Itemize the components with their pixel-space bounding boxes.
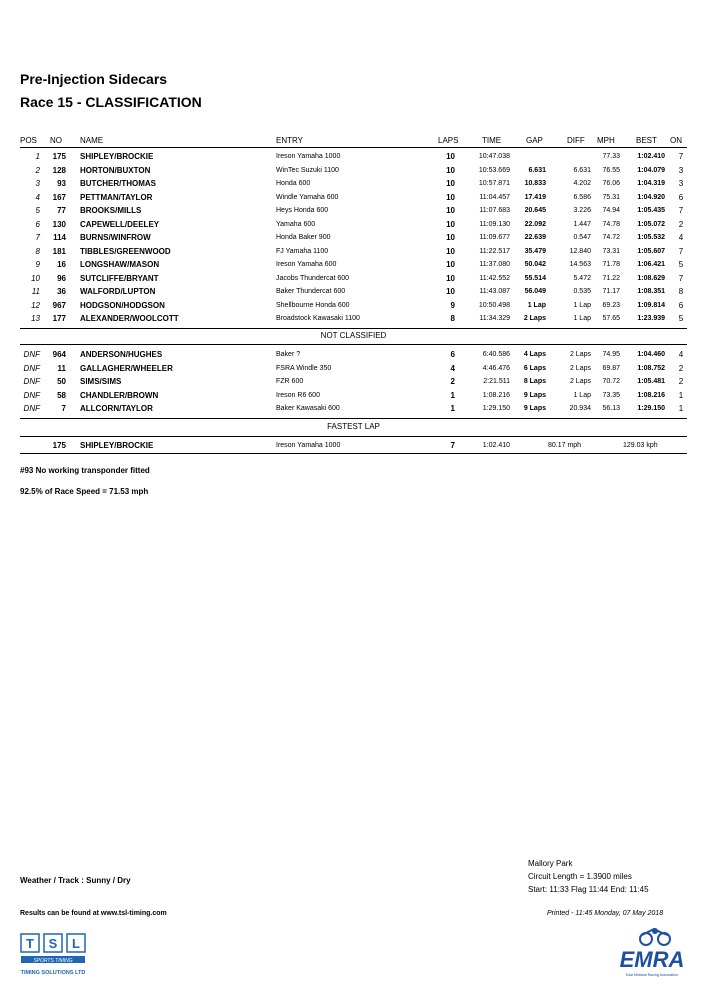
table-row [0,219,707,231]
cell-pos: 13 [31,314,40,323]
cell-time: 10:47.038 [478,153,510,160]
col-pos: POS [20,136,37,145]
cell-on: 7 [678,273,684,283]
cell-best: 1:04.319 [637,180,665,187]
cell-diff: 14.563 [569,261,591,268]
circuit-length: Circuit Length = 1.3900 miles [528,872,632,881]
table-row [0,403,707,415]
cell-laps: 10 [446,273,455,283]
table-row [0,151,707,163]
cell-mph: 73.31 [602,247,620,255]
cell-entry: Baker Thundercat 600 [276,288,346,295]
cell-best: 1:02.410 [637,153,665,160]
cell-laps: 10 [446,192,455,202]
cell-mph: 76.06 [602,180,620,187]
cell-no: 167 [52,192,66,202]
table-header [0,135,707,147]
cell-no: 77 [57,206,66,215]
cell-best: 1:08.629 [637,274,665,282]
cell-pos: 6 [35,219,40,229]
table-row [0,178,707,190]
cell-entry: Baker Kawasaki 600 [276,405,340,412]
cell-time: 6:40.586 [482,351,510,358]
cell-on: 6 [678,300,684,310]
results-url: Results can be found at www.tsl-timing.com [20,910,167,917]
cell-best: 1:05.072 [637,220,665,228]
cell-laps: 10 [446,179,455,188]
cell-on: 2 [678,219,684,229]
fastest-lap-mph: 80.17 mph [548,442,582,449]
cell-laps: 8 [450,314,455,323]
col-no: NO [50,136,62,145]
cell-name: SUTCLIFFE/BRYANT [80,273,159,283]
cell-no: 16 [57,260,66,269]
cell-on: 5 [678,260,684,269]
cell-no: 96 [57,273,66,283]
cell-gap: 4 Laps [523,351,546,358]
cell-no: 964 [52,350,66,359]
table-row [0,165,707,177]
cell-time: 11:07.683 [479,207,510,214]
cell-laps: 10 [446,246,455,256]
cell-no: 7 [61,404,66,413]
cell-on: 2 [678,377,684,386]
printed-timestamp: Printed - 11:45 Monday, 07 May 2018 [547,910,664,917]
cell-on: 8 [678,287,684,296]
cell-time: 11:34.329 [479,315,510,322]
cell-best: 1:06.421 [637,261,665,268]
tsl-letter-t: T [26,936,34,951]
cell-diff: 20.934 [569,405,591,412]
cell-best: 1:29.150 [637,405,665,412]
cell-on: 7 [678,246,684,256]
fastest-lap-time: 1:02.410 [482,442,510,449]
cell-gap: 22.092 [524,220,546,228]
cell-pos: 11 [31,287,40,296]
tsl-letter-l: L [72,936,80,951]
table-row [0,390,707,402]
cell-no: 114 [53,233,66,242]
note-transponder: #93 No working transponder fitted [20,466,150,475]
fastest-lap-kph: 129.03 kph [623,442,658,449]
cell-name: HORTON/BUXTON [80,165,151,175]
cell-gap: 50.042 [524,261,546,268]
cell-name: ALLCORN/TAYLOR [80,404,153,413]
cell-no: 11 [57,363,66,373]
cell-on: 2 [678,363,684,373]
cell-mph: 71.22 [602,274,620,282]
cell-diff: 6.631 [573,166,591,174]
cell-diff: 0.547 [573,234,591,241]
cell-no: 181 [52,246,66,256]
cell-diff: 1.447 [573,220,591,228]
fastest-lap-name: SHIPLEY/BROCKIE [80,441,154,450]
cell-pos: 1 [35,152,40,161]
col-gap: GAP [526,136,543,145]
cell-best: 1:05.532 [637,234,665,241]
cell-time: 11:09.130 [479,220,510,228]
cell-mph: 71.78 [602,261,620,268]
cell-entry: Honda Baker 900 [276,234,331,241]
cell-gap: 17.419 [524,193,546,201]
cell-time: 1:08.216 [482,391,510,399]
cell-laps: 1 [450,404,455,413]
cell-name: WALFORD/LUPTON [80,287,156,296]
cell-gap: 35.479 [524,247,546,255]
divider [20,418,687,419]
cell-diff: 6.586 [573,193,591,201]
cell-name: PETTMAN/TAYLOR [80,192,153,202]
cell-pos: DNF [23,363,40,373]
cell-pos: DNF [23,404,40,413]
cell-pos: DNF [23,350,40,359]
cell-mph: 76.55 [602,166,620,174]
cell-entry: WinTec Suzuki 1100 [276,166,339,174]
cell-laps: 4 [450,363,455,373]
cell-on: 3 [678,165,684,175]
cell-laps: 2 [450,377,455,386]
cell-gap: 9 Laps [523,405,546,412]
cell-time: 10:50.498 [478,301,510,309]
cell-best: 1:08.216 [637,391,665,399]
cell-diff: 5.472 [573,274,591,282]
cell-no: 36 [57,287,66,296]
cell-entry: Ireson Yamaha 1000 [276,153,341,160]
cell-entry: Windle Yamaha 600 [276,193,339,201]
cell-best: 1:23.939 [637,315,665,322]
note-race-speed: 92.5% of Race Speed = 71.53 mph [20,487,149,496]
cell-laps: 10 [446,206,455,215]
cell-time: 4:46.476 [482,364,510,372]
table-row [0,286,707,298]
cell-pos: 12 [31,300,40,310]
cell-diff: 1 Lap [573,391,591,399]
cell-entry: Ireson Yamaha 600 [276,261,337,268]
cell-entry: Yamaha 600 [276,220,316,228]
cell-best: 1:04.920 [637,193,665,201]
cell-on: 4 [678,350,684,359]
cell-best: 1:05.481 [637,378,665,385]
col-name: NAME [80,136,104,145]
cell-time: 10:53.669 [478,166,510,174]
cell-time: 11:22.517 [479,247,510,255]
cell-pos: 8 [35,246,40,256]
cell-name: SHIPLEY/BROCKIE [80,152,154,161]
fastest-lap-label: FASTEST LAP [327,422,380,431]
table-row [0,376,707,388]
cell-on: 1 [678,404,684,413]
table-row [0,273,707,285]
cell-time: 1:29.150 [482,405,510,412]
emra-logo [612,925,692,985]
cell-mph: 71.17 [602,288,620,295]
divider [20,344,687,345]
cell-time: 11:09.677 [479,234,510,241]
cell-gap: 10.833 [524,180,546,187]
cell-time: 10:57.871 [478,180,510,187]
cell-name: CAPEWELL/DEELEY [80,219,160,229]
cell-pos: 5 [35,206,40,215]
col-diff: DIFF [567,136,585,145]
cell-gap: 55.514 [524,274,546,282]
cell-no: 93 [57,179,66,188]
cell-pos: DNF [23,390,40,400]
cell-diff: 3.226 [573,207,591,214]
cell-diff: 4.202 [573,180,591,187]
cell-diff: 1 Lap [573,315,591,322]
cell-name: BROOKS/MILLS [80,206,142,215]
fastest-lap-entry: Ireson Yamaha 1000 [276,442,341,449]
cell-mph: 75.31 [602,193,620,201]
cell-diff: 12.840 [569,247,591,255]
table-row [0,246,707,258]
table-row [0,259,707,271]
cell-entry: Baker ? [276,351,301,358]
cell-mph: 69.87 [602,364,620,372]
cell-on: 7 [678,152,684,161]
table-row [0,205,707,217]
cell-no: 130 [52,219,66,229]
col-mph: MPH [597,136,615,145]
cell-no: 967 [52,300,66,310]
page-subtitle: Race 15 - CLASSIFICATION [20,94,202,110]
cell-entry: FZR 600 [276,378,304,385]
cell-diff: 0.535 [573,288,591,295]
cell-name: CHANDLER/BROWN [80,390,159,400]
col-time: TIME [482,136,502,145]
col-laps: LAPS [438,136,459,145]
cell-entry: Broadstock Kawasaki 1100 [276,315,360,322]
cell-diff: 2 Laps [569,364,591,372]
cell-gap: 2 Laps [523,315,546,322]
emra-tag: East Midland Racing Association [625,973,679,977]
cell-name: HODGSON/HODGSON [80,300,165,310]
cell-entry: Jacobs Thundercat 600 [276,274,350,282]
cell-name: LONGSHAW/MASON [80,260,160,269]
cell-laps: 10 [446,152,455,161]
cell-diff: 1 Lap [573,301,591,309]
cell-diff: 2 Laps [569,378,591,385]
cell-pos: DNF [23,377,40,386]
cell-entry: Honda 600 [276,180,311,187]
col-on: ON [670,136,682,145]
cell-entry: Ireson R6 600 [276,391,320,399]
cell-no: 58 [57,390,66,400]
header-rule [20,147,687,148]
tsl-company: TIMING SOLUTIONS LTD [20,970,86,976]
venue: Mallory Park [528,859,573,868]
cell-laps: 10 [446,165,455,175]
cell-entry: Shellbourne Honda 600 [276,301,350,309]
cell-time: 11:04.457 [479,193,510,201]
cell-best: 1:04.079 [637,166,665,174]
divider [20,453,687,454]
divider [20,328,687,329]
cell-time: 11:37.080 [479,261,510,268]
cell-on: 4 [678,233,684,242]
cell-name: ANDERSON/HUGHES [80,350,163,359]
cell-name: BURNS/WINFROW [80,233,151,242]
table-row [0,232,707,244]
cell-laps: 9 [450,300,455,310]
tsl-letter-s: S [48,936,58,951]
table-row [0,300,707,312]
cell-entry: FSRA Windle 350 [276,364,332,372]
cell-pos: 9 [35,260,40,269]
cell-gap: 9 Laps [523,391,546,399]
cell-gap: 20.645 [524,207,546,214]
cell-gap: 1 Lap [527,301,546,309]
cell-laps: 6 [450,350,455,359]
cell-laps: 10 [446,260,455,269]
cell-mph: 74.94 [602,207,620,214]
col-best: BEST [636,136,657,145]
cell-mph: 56.13 [602,405,620,412]
cell-gap: 56.049 [524,288,546,295]
cell-diff: 2 Laps [569,351,591,358]
cell-time: 11:43.087 [479,288,510,295]
cell-gap: 22.639 [524,234,546,241]
table-row [0,313,707,325]
cell-mph: 69.23 [602,301,620,309]
cell-pos: 7 [35,233,40,242]
cell-best: 1:04.460 [637,351,665,358]
cell-name: GALLAGHER/WHEELER [80,363,173,373]
cell-mph: 74.95 [602,351,620,358]
cell-mph: 74.78 [602,220,620,228]
cell-pos: 4 [35,192,40,202]
cell-laps: 10 [446,219,455,229]
cell-mph: 57.65 [602,315,620,322]
divider [20,436,687,437]
cell-on: 6 [678,192,684,202]
cell-name: SIMS/SIMS [80,377,122,386]
cell-pos: 2 [35,165,40,175]
cell-best: 1:08.752 [637,364,665,372]
cell-no: 177 [52,314,66,323]
col-entry: ENTRY [276,136,303,145]
emra-text: EMRA [619,947,685,972]
tsl-logo [20,933,88,979]
table-row [0,192,707,204]
cell-entry: FJ Yamaha 1100 [276,247,329,255]
cell-time: 2:21.511 [483,378,510,385]
tsl-tag: SPORTS TIMING [33,958,73,964]
cell-name: ALEXANDER/WOOLCOTT [80,314,179,323]
cell-on: 3 [678,179,684,188]
table-row [0,363,707,375]
cell-entry: Heys Honda 600 [276,207,329,214]
cell-best: 1:09.814 [637,301,665,309]
cell-mph: 73.35 [602,391,620,399]
fastest-lap-lap: 7 [450,441,455,450]
fastest-lap-no: 175 [52,441,66,450]
cell-laps: 10 [446,287,455,296]
cell-laps: 1 [450,390,455,400]
cell-best: 1:05.607 [637,247,665,255]
cell-no: 128 [52,165,66,175]
cell-on: 1 [678,390,684,400]
cell-mph: 70.72 [602,378,620,385]
table-row [0,349,707,361]
cell-gap: 8 Laps [523,378,546,385]
cell-on: 5 [678,314,684,323]
cell-best: 1:08.351 [637,288,665,295]
cell-pos: 10 [31,273,40,283]
race-times: Start: 11:33 Flag 11:44 End: 11:45 [528,885,649,894]
cell-name: TIBBLES/GREENWOOD [80,246,171,256]
cell-laps: 10 [446,233,455,242]
page-title: Pre-Injection Sidecars [20,71,168,87]
cell-gap: 6.631 [528,166,546,174]
fastest-lap-row [0,440,707,452]
cell-no: 175 [52,152,66,161]
cell-best: 1:05.435 [637,207,665,214]
weather: Weather / Track : Sunny / Dry [20,876,131,885]
cell-name: BUTCHER/THOMAS [80,179,156,188]
cell-no: 50 [57,377,66,386]
cell-time: 11:42.552 [479,274,510,282]
cell-mph: 74.72 [602,234,620,241]
not-classified-label: NOT CLASSIFIED [320,331,387,340]
cell-gap: 6 Laps [523,364,546,372]
cell-mph: 77.33 [602,153,620,160]
cell-on: 7 [678,206,684,215]
cell-pos: 3 [35,179,40,188]
